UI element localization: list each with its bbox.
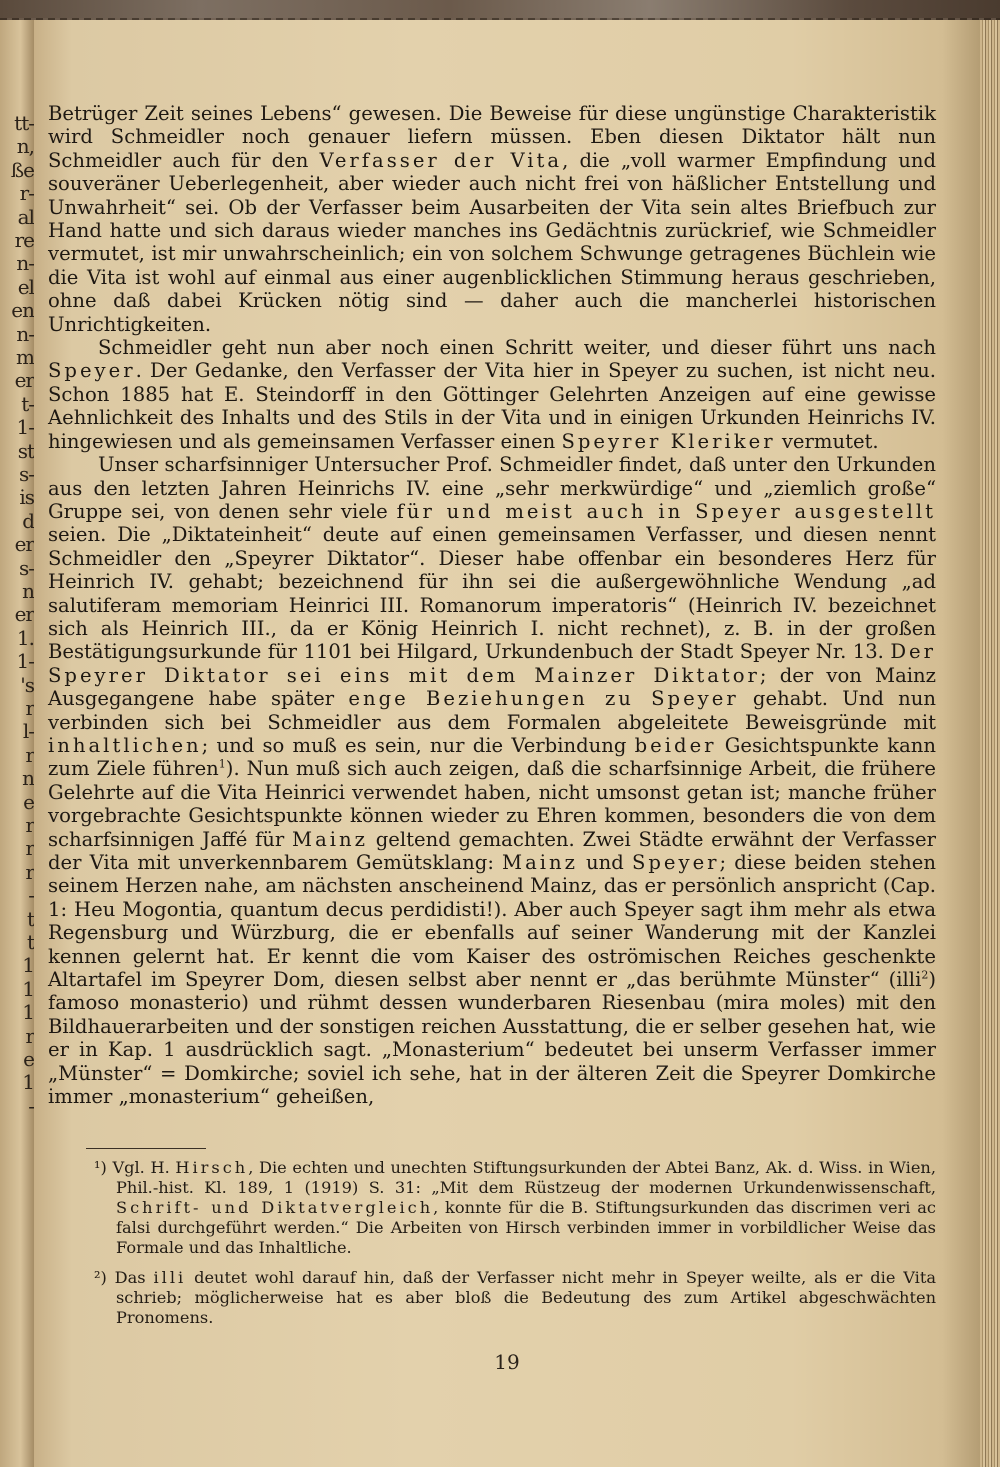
prev-page-fragment: l-: [22, 719, 34, 744]
text-run: , Die echten und unechten Stiftungsurkunden der Abtei Banz, Ak. d. Wiss. in Wien, Phil.-hist. Kl. 189, 1 (1919) S. 31: „Mit dem Rüstzeug der modernen Urkundenwissenschaft,: [116, 1158, 936, 1197]
prev-page-fragment: m: [16, 345, 34, 369]
emphasis-text: inhaltlichen: [48, 733, 202, 757]
paragraph-2: [48, 336, 936, 453]
prev-page-fragment: ße: [10, 157, 34, 182]
prev-page-fragment: st: [17, 438, 34, 463]
text-run: ; und so muß es sein, nur die Verbindung: [201, 733, 635, 757]
text-run: ). Nun muß sich auch zeigen, daß die scharfsinnige Arbeit, die frühere Gelehrte auf die Vita Heinrici verwendet haben, nicht umsonst getan ist; manche früher vorgebrachte Gesichtspunkte können wieder zu Ehren kommen, besonders die von dem scharfsinnigen Jaffé für: [48, 757, 936, 851]
prev-page-fragment: is: [19, 485, 34, 510]
text-run: Unser scharfsinniger Untersucher Prof. Schmeidler findet, daß unter den Urkunden aus den letzten Jahren Heinrichs IV. eine „sehr merkwürdige“ und „ziemlich große“ Gruppe sei, von denen sehr viele: [48, 453, 936, 523]
prev-page-fragment: 's: [20, 672, 34, 697]
prev-page-fragment: n: [22, 579, 34, 603]
emphasis-text: Schrift- und Diktatvergleich: [116, 1198, 434, 1217]
prev-page-fragment: 1: [22, 1070, 34, 1095]
footnote-mark: ²): [94, 1268, 107, 1287]
text-run: Das: [106, 1268, 154, 1287]
book-page: [34, 20, 980, 1467]
text-run: , konnte für die B. Stiftungsurkunden das discrimen veri ac falsi durchgeführt werden.“ Die Arbeiten von Hirsch verbinden immer in vorbildlicher Weise das Formale und das Inhaltliche.: [116, 1198, 936, 1257]
prev-page-fragment: e: [23, 1047, 34, 1071]
emphasis-text: enge Beziehungen zu Speyer: [348, 687, 739, 711]
emphasis-text: Der Speyrer Diktator sei eins mit dem Mainzer Diktator: [48, 640, 936, 687]
prev-page-fragment: r: [25, 859, 34, 884]
prev-page-fragment: 1: [22, 976, 34, 1001]
prev-page-fragment: d: [22, 508, 34, 533]
text-run: gehabt. Und nun verbinden sich bei Schmeidler aus dem Formalen abgeleitete Beweisgründe mit: [48, 687, 936, 734]
prev-page-fragment: s-: [18, 462, 34, 486]
paragraph-3: [48, 453, 936, 1108]
emphasis-text: Verfasser der Vita: [319, 148, 563, 172]
prev-page-fragment: el: [17, 274, 34, 299]
prev-page-fragment: n: [22, 766, 34, 791]
emphasis-text: Speyer: [48, 359, 136, 383]
page-fore-edge: [980, 20, 1000, 1467]
prev-page-fragment: r-: [19, 181, 34, 206]
footnote-divider: [86, 1148, 206, 1149]
text-run: Schmeidler geht nun aber noch einen Schritt weiter, und dieser führt uns nach: [98, 336, 936, 360]
text-run: und: [577, 851, 632, 874]
prev-page-fragment: 1.: [16, 625, 34, 650]
emphasis-text: Speyrer Kleriker: [561, 429, 776, 453]
footnotes: [94, 1158, 936, 1338]
text-run: ; der von Mainz Ausgegangene habe später: [48, 663, 936, 711]
emphasis-text: Mainz: [502, 851, 578, 874]
prev-page-fragment: t-: [21, 391, 34, 416]
text-run: . Der Gedanke, den Verfasser der Vita hier in Speyer zu suchen, ist nicht neu. Schon 1885 hat E. Steindorff in den Göttinger Gelehrten Anzeigen auf eine gewisse Aehnlichkeit des Inhalts und des Stils in der Vita und in einigen Urkunden Heinrichs IV. hingewiesen und als gemeinsamen Verfasser einen: [48, 359, 936, 453]
text-run: ; diese beiden stehen seinem Herzen nahe, am nächsten anscheinend Mainz, das er persönlich anspricht (Cap. 1: Heu Mogontia, quantum decus perdidisti!). Aber auch Speyer sagt ihm mehr als etwa Regensburg und Würzburg, die er ebenfalls auf seiner Wanderung mit der Kanzlei kennen gelernt hat. Er kennt die vom Kaiser des oströmischen Reiches geschenkte Altartafel im Speyrer Dom, diesen selbst aber nennt er „das berühmte Münster“ (illi: [48, 851, 936, 992]
prev-page-fragment: r: [25, 696, 34, 720]
prev-page-fragment: t: [26, 930, 34, 954]
footnote-1: [94, 1158, 936, 1258]
body-text: [48, 102, 936, 1108]
emphasis-text: für und meist auch in Speyer ausgestellt: [396, 499, 936, 523]
previous-page-edge: [0, 20, 34, 1467]
footnote-ref: 2: [921, 968, 929, 982]
text-run: Gesichtspunkte kann zum Ziele führen: [48, 733, 936, 781]
text-run: seien. Die „Diktateinheit“ deute auf einen gemeinsamen Verfasser, und diesen nennt Schmeidler den „Speyrer Diktator“. Dieser habe offenbar ein besonderes Herz für Heinrich IV. gehabt; bezeichnend für ihn sei die außergewöhnliche Wendung „ad salutiferam memoriam Heinrici III. Romanorum imperatoris“ (Heinrich IV. bezeichnet sich als Heinrich III., da er König Heinrich I. nicht rechnet), z. B. in der großen Bestätigungsurkunde für 1101 bei Hilgard, Urkundenbuch der Stadt Speyer Nr. 13.: [48, 523, 936, 664]
text-run: vermutet.: [775, 429, 879, 453]
prev-page-fragment: re: [14, 228, 34, 252]
text-run: , die „voll warmer Empfindung und souveräner Ueberlegenheit, aber wieder auch nicht frei von häßlicher Entstellung und Unwahrheit“ sei. Ob der Verfasser beim Ausarbeiten der Vita sein altes Briefbuch zur Hand hatte und sich daraus wieder manches ins Gedächtnis zurückrief, wie Schmeidler vermutet, ist mir unwahrscheinlich; ein von solchem Schwunge getragenes Büchlein wie die Vita ist wohl auf einmal aus einer augenblicklichen Stimmung heraus geschrieben, ohne daß dabei Krücken nötig sind — daher auch die mancherlei historischen Unrichtigkeiten.: [48, 148, 936, 336]
emphasis-text: Speyer: [631, 851, 720, 874]
footnote-2: [94, 1268, 936, 1328]
prev-page-fragment: t: [26, 906, 34, 931]
text-run: Vgl. H.: [106, 1158, 176, 1177]
prev-page-fragment: en: [11, 298, 34, 323]
page-number: 19: [494, 1350, 520, 1374]
prev-page-fragment: tt-: [14, 111, 34, 135]
prev-page-fragment: al: [17, 204, 34, 229]
prev-page-fragment: 1-: [16, 415, 34, 440]
prev-page-fragment: -: [28, 883, 34, 908]
emphasis-text: Hirsch: [175, 1158, 249, 1177]
prev-page-fragment: n-: [16, 321, 34, 346]
emphasis-text: beider: [634, 733, 717, 757]
prev-page-fragment: -: [28, 1093, 34, 1118]
prev-page-fragment: er: [14, 368, 34, 393]
prev-page-fragment: r: [25, 813, 34, 837]
emphasis-text: Mainz: [292, 827, 368, 851]
prev-page-fragment: r: [25, 742, 34, 767]
prev-page-fragment: 1-: [16, 649, 34, 674]
prev-page-fragment: n-: [16, 251, 34, 276]
prev-page-fragment: e: [23, 789, 34, 814]
prev-page-fragment: er: [14, 602, 34, 627]
emphasis-text: illi: [153, 1268, 187, 1287]
prev-page-fragment: n,: [16, 134, 34, 159]
footnote-ref: 1: [218, 757, 226, 771]
text-run: deutet wohl darauf hin, daß der Verfasser nicht mehr in Speyer weilte, als er die Vita schrieb; möglicherweise hat es aber bloß die Bedeutung des zum Artikel abgeschwächten Pronomens.: [116, 1268, 937, 1327]
text-run: Betrüger Zeit seines Lebens“ gewesen. Die Beweise für diese ungünstige Charakteristik wird Schmeidler noch genauer liefern müssen. Eben diesen Diktator hält nun Schmeidler auch für den: [48, 102, 936, 172]
text-run: ) famoso monasterio) und rühmt dessen wunderbaren Riesenbau (mira moles) mit den Bildhauerarbeiten und der sonstigen reichen Ausstattung, die er selber gesehen hat, wie er in Kap. 1 ausdrücklich sagt. „Monasterium“ bedeutet bei unserm Verfasser immer „Münster“ = Domkirche; soviel ich sehe, hat in der älteren Zeit die Speyrer Domkirche immer „monasterium“ geheißen,: [48, 968, 936, 1109]
prev-page-fragment: s-: [18, 555, 34, 580]
prev-page-fragment: 1: [22, 953, 34, 978]
paragraph-1: [48, 102, 936, 336]
prev-page-fragment: r: [25, 836, 34, 861]
footnote-mark: ¹): [94, 1158, 107, 1177]
prev-page-fragment: 1: [22, 1000, 34, 1025]
text-run: geltend gemachten. Zwei Städte erwähnt der Verfasser der Vita mit unverkennbarem Gemütsklang:: [48, 827, 936, 874]
prev-page-fragment: er: [14, 532, 34, 557]
prev-page-fragment: r: [25, 1023, 34, 1048]
